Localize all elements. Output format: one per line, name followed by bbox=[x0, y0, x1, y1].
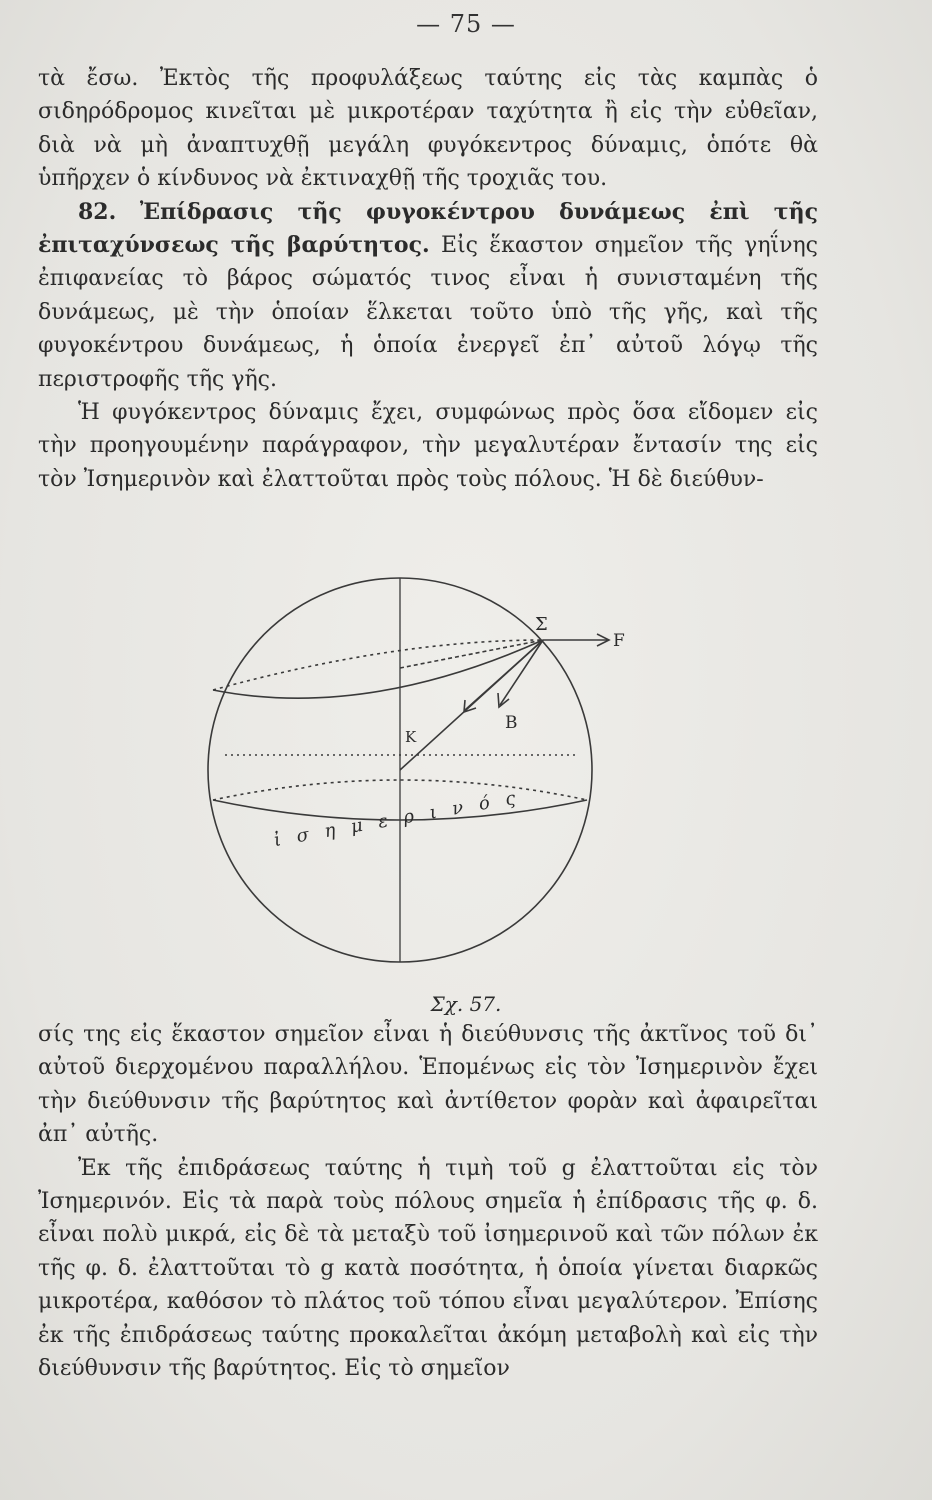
section-82 bbox=[38, 196, 818, 396]
text-bottom bbox=[38, 1018, 818, 1385]
figure-57 bbox=[165, 560, 685, 990]
figure-caption: Σχ. 57. bbox=[430, 992, 502, 1016]
label-k: K bbox=[405, 728, 417, 746]
paragraph-3: σίς της εἰς ἕκαστον σημεῖον εἶναι ἡ διεύθυνσις τῆς ἀκτῖνος τοῦ δι᾿ αὐτοῦ διερχομένου παραλλήλου. Ἑπομένως εἰς τὸν Ἰσημερινὸν ἔχει τὴν διεύθυνσιν τῆς βαρύτητος καὶ ἀντίθετον φορὰν καὶ ἀφαιρεῖται ἀπ᾿ αὐτῆς. bbox=[38, 1022, 818, 1148]
paragraph-2: Ἡ φυγόκεντρος δύναμις ἔχει, συμφώνως πρὸς ὅσα εἴδομεν εἰς τὴν προηγουμένην παράγραφον, τὴν μεγαλυτέραν ἔντασίν της εἰς τὸν Ἰσημερινὸν καὶ ἐλαττοῦται πρὸς τοὺς πόλους. Ἡ δὲ διεύθυν- bbox=[38, 400, 818, 492]
section-body: Εἰς ἕκαστον σημεῖον τῆς γηΐνης ἐπιφανείας τὸ βάρος σώματός τινος εἶναι ἡ συνισταμένη τῆς δυνάμεως, μὲ τὴν ὁποίαν ἕλκεται τοῦτο ὑπὸ τῆς γῆς, καὶ τῆς φυγοκέντρου δυνάμεως, ἡ ὁποία ἐνεργεῖ ἐπ᾿ αὐτοῦ λόγῳ τῆς περιστροφῆς τῆς γῆς. bbox=[38, 233, 818, 392]
label-equator: ἰσημερινός bbox=[272, 785, 533, 852]
parallel-radius bbox=[400, 640, 543, 668]
section-number: 82. bbox=[78, 198, 117, 225]
paragraph-4: Ἐκ τῆς ἐπιδράσεως ταύτης ἡ τιμὴ τοῦ g ἐλαττοῦται εἰς τὸν Ἰσημερινόν. Εἰς τὰ παρὰ τοὺς πόλους σημεῖα ἡ ἐπίδρασις τῆς φ. δ. εἶναι πολὺ μικρά, εἰς δὲ τὰ μεταξὺ τοῦ ἰσημερινοῦ καὶ τῶν πόλων ἐκ τῆς φ. δ. ἐλαττοῦται τὸ g κατὰ ποσότητα, ἡ ὁποία γίνεται διαρκῶς μικροτέρα, καθόσον τὸ πλάτος τοῦ τόπου εἶναι μεγαλύτερον. Ἐπίσης ἐκ τῆς ἐπιδράσεως ταύτης προκαλεῖται ἀκόμη μεταβολὴ καὶ εἰς τὴν διεύθυνσιν τῆς βαρύτητος. Εἰς τὸ σημεῖον bbox=[38, 1155, 818, 1382]
page-number: — 75 — bbox=[416, 10, 516, 38]
parallel-front bbox=[213, 640, 543, 698]
parallel-back bbox=[213, 640, 543, 690]
label-f: F bbox=[613, 631, 625, 651]
globe-diagram bbox=[165, 560, 685, 990]
paragraph-1: τὰ ἔσω. Ἐκτὸς τῆς προφυλάξεως ταύτης εἰς τὰς καμπὰς ὁ σιδηρόδρομος κινεῖται μὲ μικροτέραν ταχύτητα ἢ εἰς τὴν εὐθεῖαν, διὰ νὰ μὴ ἀναπτυχθῇ μεγάλη φυγόκεντρος δύναμις, ὁπότε θὰ ὑπῆρχεν ὁ κίνδυνος νὰ ἐκτιναχθῇ τῆς τροχιᾶς του. bbox=[38, 66, 818, 192]
label-sigma: Σ bbox=[535, 614, 548, 635]
section-title: Ἐπίδρασις τῆς φυγοκέντρου δυνάμεως ἐπὶ τῆς ἐπιταχύνσεως τῆς βαρύτητος. bbox=[38, 198, 818, 259]
label-b: B bbox=[505, 713, 518, 733]
text-top bbox=[38, 62, 818, 496]
